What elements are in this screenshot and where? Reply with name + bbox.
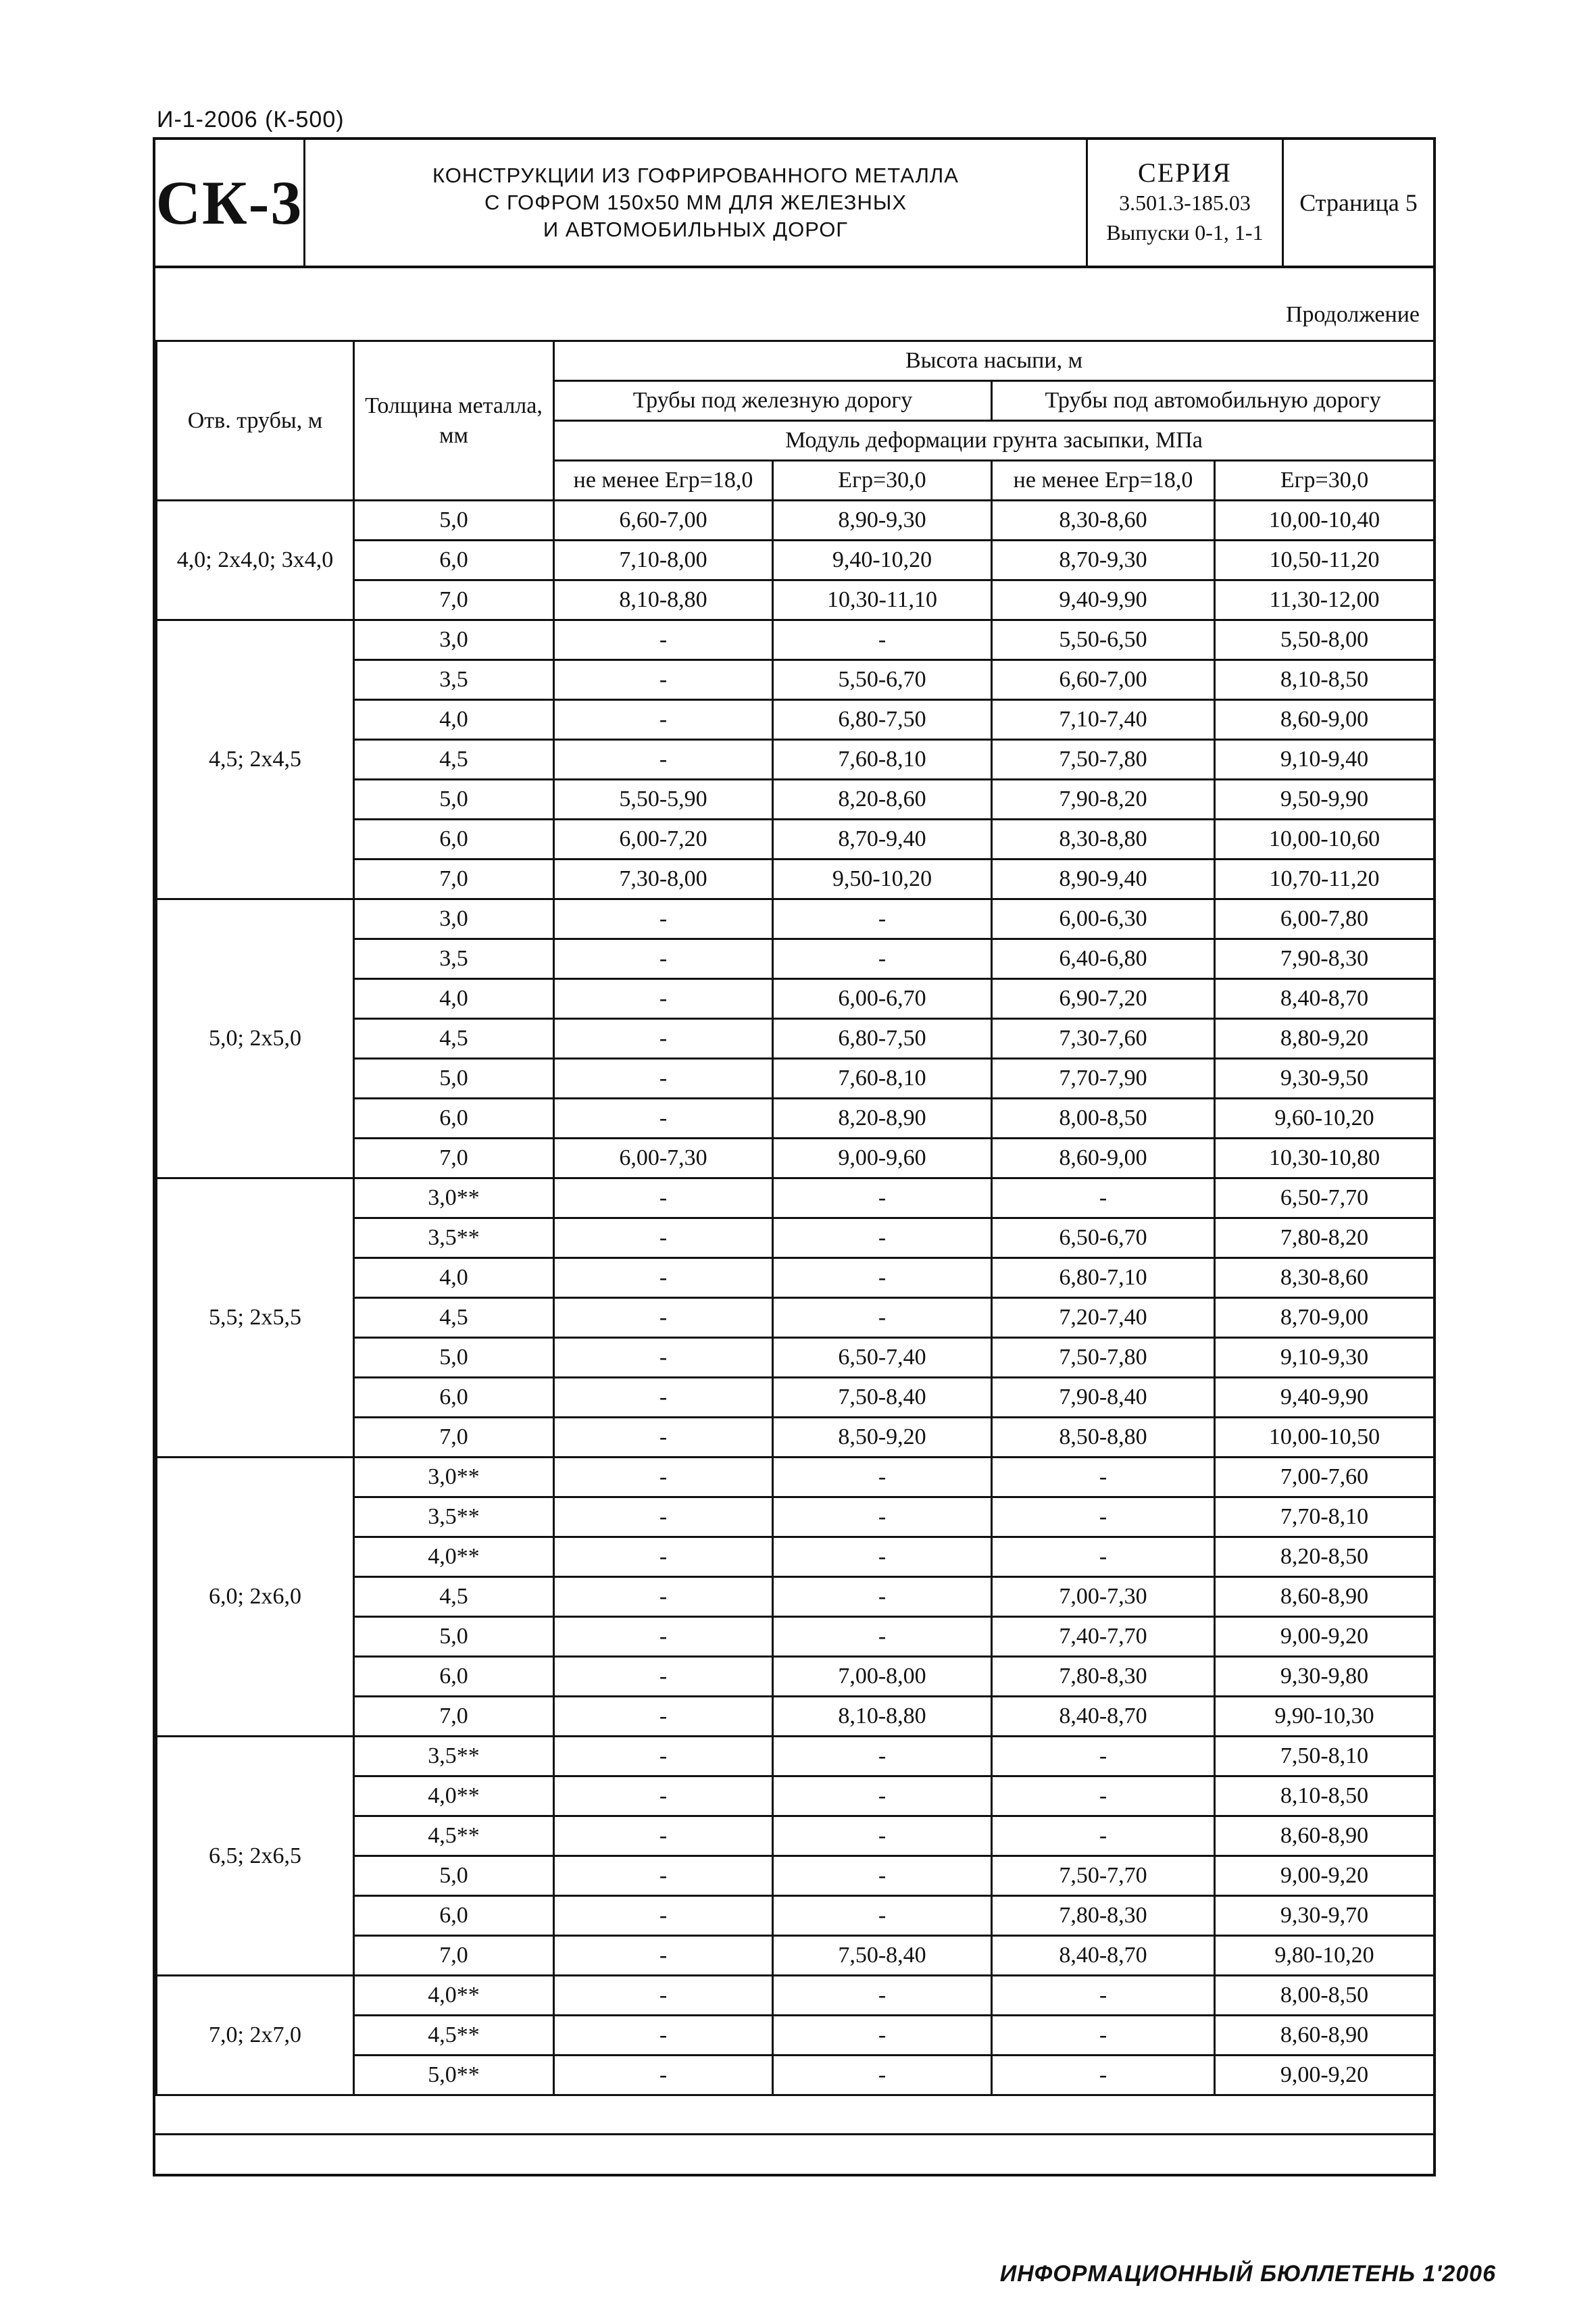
series-block <box>1088 140 1284 266</box>
rail-30-cell: - <box>773 620 992 660</box>
road-18-cell: 7,20-7,40 <box>992 1298 1215 1338</box>
road-30-cell: 10,50-11,20 <box>1215 541 1435 580</box>
road-30-cell: 7,90-8,30 <box>1215 939 1435 979</box>
table-row <box>157 1737 1435 1776</box>
road-30-cell: 9,00-9,20 <box>1215 1856 1435 1896</box>
road-18-cell: - <box>992 1737 1215 1776</box>
thickness-cell: 6,0 <box>354 1657 554 1697</box>
rail-18-cell: - <box>554 740 773 780</box>
title-block <box>155 140 1433 268</box>
road-30-cell: 10,70-11,20 <box>1215 860 1435 899</box>
rail-30-cell: - <box>773 2056 992 2095</box>
road-30-cell: 11,30-12,00 <box>1215 580 1435 620</box>
road-30-cell: 9,10-9,40 <box>1215 740 1435 780</box>
title-line: С ГОФРОМ 150х50 ММ ДЛЯ ЖЕЛЕЗНЫХ <box>484 191 907 214</box>
document-code: И-1-2006 (К-500) <box>157 107 345 132</box>
rail-18-cell: - <box>554 1497 773 1537</box>
road-18-cell: 7,90-8,20 <box>992 780 1215 820</box>
rail-18-cell: - <box>554 1378 773 1418</box>
continuation-label: Продолжение <box>1285 302 1420 327</box>
road-18-cell: 8,30-8,60 <box>992 501 1215 541</box>
rail-30-cell: - <box>773 1458 992 1497</box>
road-30-cell: 8,10-8,50 <box>1215 660 1435 700</box>
thickness-column-header: Толщина металла, мм <box>354 341 554 501</box>
rail-18-cell: - <box>554 1816 773 1856</box>
rail-30-cell: - <box>773 1617 992 1657</box>
road-18-cell: 8,40-8,70 <box>992 1936 1215 1976</box>
rail-18-cell: - <box>554 700 773 740</box>
title-line: КОНСТРУКЦИИ ИЗ ГОФРИРОВАННОГО МЕТАЛЛА <box>432 164 959 187</box>
thickness-cell: 6,0 <box>354 1896 554 1936</box>
thickness-cell: 5,0 <box>354 1617 554 1657</box>
span-cell: 5,5; 2х5,5 <box>157 1178 354 1458</box>
rail-18-cell: - <box>554 1697 773 1737</box>
road-30-cell: 10,00-10,40 <box>1215 501 1435 541</box>
rail-18-cell: 6,60-7,00 <box>554 501 773 541</box>
road-18-cell: - <box>992 1776 1215 1816</box>
rail-18-cell: - <box>554 1059 773 1099</box>
thickness-cell: 3,0 <box>354 899 554 939</box>
rail-30-cell: 8,20-8,60 <box>773 780 992 820</box>
thickness-cell: 5,0 <box>354 1059 554 1099</box>
road-30-cell: 9,00-9,20 <box>1215 2056 1435 2095</box>
rail-18-cell: - <box>554 1258 773 1298</box>
series-logo: СК-3 <box>155 140 305 266</box>
thickness-cell: 4,0** <box>354 1776 554 1816</box>
rail-30-cell: - <box>773 1497 992 1537</box>
road-30-cell: 10,30-10,80 <box>1215 1139 1435 1178</box>
rail-18-cell: 5,50-5,90 <box>554 780 773 820</box>
series-issues: Выпуски 0-1, 1-1 <box>1106 220 1264 245</box>
road-18-cell: - <box>992 2056 1215 2095</box>
rail-30-cell: - <box>773 1537 992 1577</box>
rail-18-cell: - <box>554 1019 773 1059</box>
rail-30-cell: - <box>773 1577 992 1617</box>
modulus-header: Модуль деформации грунта засыпки, МПа <box>554 421 1435 461</box>
table-row <box>157 899 1435 939</box>
thickness-cell: 7,0 <box>354 1418 554 1458</box>
thickness-cell: 6,0 <box>354 1099 554 1139</box>
thickness-cell: 5,0 <box>354 1856 554 1896</box>
rail-30-cell: 6,80-7,50 <box>773 700 992 740</box>
road-18-cell: 5,50-6,50 <box>992 620 1215 660</box>
road-30-cell: 7,80-8,20 <box>1215 1218 1435 1258</box>
road-18-cell: 8,30-8,80 <box>992 820 1215 860</box>
thickness-cell: 4,0** <box>354 1976 554 2016</box>
rail-header: Трубы под железную дорогу <box>554 381 992 421</box>
road-18-cell: 8,90-9,40 <box>992 860 1215 899</box>
table-row <box>157 620 1435 660</box>
rail-30-cell: - <box>773 1976 992 2016</box>
thickness-cell: 7,0 <box>354 1936 554 1976</box>
rail-18-cell: - <box>554 979 773 1019</box>
road-30-cell: 7,70-8,10 <box>1215 1497 1435 1537</box>
road-30-cell: 8,10-8,50 <box>1215 1776 1435 1816</box>
thickness-cell: 6,0 <box>354 541 554 580</box>
page-number: Страница 5 <box>1299 189 1418 216</box>
rail-30-cell: 7,00-8,00 <box>773 1657 992 1697</box>
road-30-cell: 8,20-8,50 <box>1215 1537 1435 1577</box>
span-cell: 4,5; 2х4,5 <box>157 620 354 899</box>
rail-18-cell: 7,10-8,00 <box>554 541 773 580</box>
thickness-cell: 4,5 <box>354 1298 554 1338</box>
road-30-cell: 9,50-9,90 <box>1215 780 1435 820</box>
subheader-road-18: не менее Егр=18,0 <box>992 461 1215 501</box>
road-18-cell: - <box>992 1537 1215 1577</box>
rail-18-cell: - <box>554 1657 773 1697</box>
footer-bulletin: ИНФОРМАЦИОННЫЙ БЮЛЛЕТЕНЬ 1'2006 <box>999 2261 1496 2287</box>
road-18-cell: - <box>992 1178 1215 1218</box>
thickness-cell: 7,0 <box>354 1139 554 1178</box>
road-18-cell: 7,80-8,30 <box>992 1657 1215 1697</box>
thickness-cell: 7,0 <box>354 860 554 899</box>
rail-30-cell: 8,20-8,90 <box>773 1099 992 1139</box>
road-header: Трубы под автомобильную дорогу <box>992 381 1435 421</box>
rail-30-cell: 5,50-6,70 <box>773 660 992 700</box>
road-30-cell: 7,50-8,10 <box>1215 1737 1435 1776</box>
road-30-cell: 9,80-10,20 <box>1215 1936 1435 1976</box>
road-18-cell: - <box>992 2016 1215 2056</box>
rail-30-cell: 8,70-9,40 <box>773 820 992 860</box>
table-row <box>157 501 1435 541</box>
rail-30-cell: 7,50-8,40 <box>773 1936 992 1976</box>
thickness-cell: 4,0 <box>354 1258 554 1298</box>
road-30-cell: 6,00-7,80 <box>1215 899 1435 939</box>
thickness-cell: 4,5 <box>354 740 554 780</box>
rail-30-cell: - <box>773 1298 992 1338</box>
road-30-cell: 9,60-10,20 <box>1215 1099 1435 1139</box>
thickness-cell: 4,0 <box>354 700 554 740</box>
rail-18-cell: - <box>554 899 773 939</box>
rail-30-cell: 6,00-6,70 <box>773 979 992 1019</box>
fill-height-table <box>155 340 1435 2096</box>
road-30-cell: 9,00-9,20 <box>1215 1617 1435 1657</box>
rail-18-cell: - <box>554 1896 773 1936</box>
subheader-rail-18: не менее Егр=18,0 <box>554 461 773 501</box>
road-30-cell: 8,70-9,00 <box>1215 1298 1435 1338</box>
rail-18-cell: - <box>554 660 773 700</box>
rail-18-cell: - <box>554 1178 773 1218</box>
rail-18-cell: 6,00-7,30 <box>554 1139 773 1178</box>
title-line: И АВТОМОБИЛЬНЫХ ДОРОГ <box>543 218 849 241</box>
thickness-cell: 5,0 <box>354 780 554 820</box>
rail-18-cell: - <box>554 1537 773 1577</box>
road-18-cell: 7,10-7,40 <box>992 700 1215 740</box>
series-label: СЕРИЯ <box>1138 157 1232 188</box>
rail-30-cell: - <box>773 1896 992 1936</box>
page-frame <box>153 137 1436 2176</box>
rail-18-cell: - <box>554 2016 773 2056</box>
rail-30-cell: 6,50-7,40 <box>773 1338 992 1378</box>
rail-18-cell: 8,10-8,80 <box>554 580 773 620</box>
road-18-cell: 9,40-9,90 <box>992 580 1215 620</box>
road-30-cell: 8,40-8,70 <box>1215 979 1435 1019</box>
rail-30-cell: 6,80-7,50 <box>773 1019 992 1059</box>
road-18-cell: - <box>992 1816 1215 1856</box>
span-cell: 7,0; 2х7,0 <box>157 1976 354 2095</box>
rail-30-cell: - <box>773 1258 992 1298</box>
road-18-cell: 6,50-6,70 <box>992 1218 1215 1258</box>
rail-18-cell: - <box>554 1776 773 1816</box>
road-18-cell: 6,40-6,80 <box>992 939 1215 979</box>
rail-30-cell: 7,50-8,40 <box>773 1378 992 1418</box>
rail-18-cell: - <box>554 620 773 660</box>
thickness-cell: 7,0 <box>354 1697 554 1737</box>
table-row <box>157 1976 1435 2016</box>
road-18-cell: 8,40-8,70 <box>992 1697 1215 1737</box>
rail-18-cell: - <box>554 1577 773 1617</box>
thickness-cell: 6,0 <box>354 820 554 860</box>
rail-18-cell: - <box>554 1218 773 1258</box>
thickness-cell: 3,5** <box>354 1497 554 1537</box>
thickness-cell: 4,5 <box>354 1019 554 1059</box>
rail-30-cell: - <box>773 1816 992 1856</box>
rail-18-cell: - <box>554 1976 773 2016</box>
rail-18-cell: - <box>554 1856 773 1896</box>
rail-30-cell: 7,60-8,10 <box>773 1059 992 1099</box>
rail-30-cell: - <box>773 1737 992 1776</box>
thickness-cell: 3,0** <box>354 1178 554 1218</box>
rail-18-cell: - <box>554 1338 773 1378</box>
rail-18-cell: - <box>554 1298 773 1338</box>
road-30-cell: 8,60-8,90 <box>1215 1577 1435 1617</box>
thickness-cell: 4,0** <box>354 1537 554 1577</box>
thickness-cell: 5,0 <box>354 1338 554 1378</box>
road-30-cell: 9,30-9,70 <box>1215 1896 1435 1936</box>
rail-30-cell: 9,40-10,20 <box>773 541 992 580</box>
table-row <box>157 1178 1435 1218</box>
rail-18-cell: - <box>554 1418 773 1458</box>
road-18-cell: 8,60-9,00 <box>992 1139 1215 1178</box>
road-18-cell: 7,80-8,30 <box>992 1896 1215 1936</box>
rail-30-cell: - <box>773 1776 992 1816</box>
thickness-cell: 3,5 <box>354 939 554 979</box>
rail-30-cell: - <box>773 2016 992 2056</box>
span-cell: 6,0; 2х6,0 <box>157 1458 354 1737</box>
road-18-cell: 8,50-8,80 <box>992 1418 1215 1458</box>
rail-30-cell: 8,90-9,30 <box>773 501 992 541</box>
road-18-cell: 7,30-7,60 <box>992 1019 1215 1059</box>
road-18-cell: 7,50-7,80 <box>992 740 1215 780</box>
rail-18-cell: - <box>554 1458 773 1497</box>
rail-18-cell: - <box>554 2056 773 2095</box>
thickness-cell: 5,0 <box>354 501 554 541</box>
road-18-cell: 6,80-7,10 <box>992 1258 1215 1298</box>
rail-30-cell: - <box>773 1856 992 1896</box>
road-30-cell: 8,60-9,00 <box>1215 700 1435 740</box>
thickness-cell: 3,5** <box>354 1218 554 1258</box>
road-30-cell: 8,00-8,50 <box>1215 1976 1435 2016</box>
road-18-cell: - <box>992 1976 1215 2016</box>
road-30-cell: 9,30-9,50 <box>1215 1059 1435 1099</box>
road-30-cell: 10,00-10,60 <box>1215 820 1435 860</box>
thickness-cell: 7,0 <box>354 580 554 620</box>
road-18-cell: 8,00-8,50 <box>992 1099 1215 1139</box>
thickness-cell: 4,5** <box>354 1816 554 1856</box>
span-cell: 4,0; 2х4,0; 3х4,0 <box>157 501 354 620</box>
road-18-cell: - <box>992 1458 1215 1497</box>
rail-30-cell: 8,10-8,80 <box>773 1697 992 1737</box>
thickness-cell: 4,5** <box>354 2016 554 2056</box>
road-30-cell: 9,90-10,30 <box>1215 1697 1435 1737</box>
road-18-cell: 7,40-7,70 <box>992 1617 1215 1657</box>
road-30-cell: 7,00-7,60 <box>1215 1458 1435 1497</box>
road-30-cell: 8,30-8,60 <box>1215 1258 1435 1298</box>
road-18-cell: - <box>992 1497 1215 1537</box>
fill-height-header: Высота насыпи, м <box>554 341 1435 381</box>
rail-30-cell: 8,50-9,20 <box>773 1418 992 1458</box>
road-18-cell: 7,50-7,80 <box>992 1338 1215 1378</box>
road-18-cell: 6,90-7,20 <box>992 979 1215 1019</box>
span-cell: 6,5; 2х6,5 <box>157 1737 354 1976</box>
thickness-cell: 6,0 <box>354 1378 554 1418</box>
road-18-cell: 7,50-7,70 <box>992 1856 1215 1896</box>
span-column-header: Отв. трубы, м <box>157 341 354 501</box>
thickness-cell: 5,0** <box>354 2056 554 2095</box>
road-30-cell: 9,10-9,30 <box>1215 1338 1435 1378</box>
road-30-cell: 10,00-10,50 <box>1215 1418 1435 1458</box>
rail-18-cell: - <box>554 939 773 979</box>
thickness-cell: 4,5 <box>354 1577 554 1617</box>
road-18-cell: 7,70-7,90 <box>992 1059 1215 1099</box>
rail-18-cell: - <box>554 1936 773 1976</box>
table-row <box>157 1458 1435 1497</box>
road-30-cell: 6,50-7,70 <box>1215 1178 1435 1218</box>
road-18-cell: 7,90-8,40 <box>992 1378 1215 1418</box>
rail-18-cell: - <box>554 1099 773 1139</box>
road-18-cell: 6,60-7,00 <box>992 660 1215 700</box>
rail-30-cell: 9,50-10,20 <box>773 860 992 899</box>
rail-30-cell: 7,60-8,10 <box>773 740 992 780</box>
road-30-cell: 8,60-8,90 <box>1215 1816 1435 1856</box>
road-30-cell: 9,40-9,90 <box>1215 1378 1435 1418</box>
thickness-cell: 3,0 <box>354 620 554 660</box>
subheader-road-30: Егр=30,0 <box>1215 461 1435 501</box>
table-bottom-band <box>155 2133 1433 2174</box>
rail-18-cell: 7,30-8,00 <box>554 860 773 899</box>
rail-30-cell: - <box>773 1218 992 1258</box>
road-30-cell: 9,30-9,80 <box>1215 1657 1435 1697</box>
rail-30-cell: 10,30-11,10 <box>773 580 992 620</box>
road-30-cell: 5,50-8,00 <box>1215 620 1435 660</box>
rail-18-cell: 6,00-7,20 <box>554 820 773 860</box>
thickness-cell: 3,5 <box>354 660 554 700</box>
rail-30-cell: - <box>773 1178 992 1218</box>
road-18-cell: 7,00-7,30 <box>992 1577 1215 1617</box>
rail-30-cell: - <box>773 899 992 939</box>
rail-18-cell: - <box>554 1737 773 1776</box>
thickness-cell: 3,5** <box>354 1737 554 1776</box>
rail-30-cell: - <box>773 939 992 979</box>
document-title <box>305 140 1088 266</box>
span-cell: 5,0; 2х5,0 <box>157 899 354 1178</box>
subheader-rail-30: Егр=30,0 <box>773 461 992 501</box>
road-30-cell: 8,60-8,90 <box>1215 2016 1435 2056</box>
rail-30-cell: 9,00-9,60 <box>773 1139 992 1178</box>
road-18-cell: 8,70-9,30 <box>992 541 1215 580</box>
road-30-cell: 8,80-9,20 <box>1215 1019 1435 1059</box>
road-18-cell: 6,00-6,30 <box>992 899 1215 939</box>
thickness-cell: 3,0** <box>354 1458 554 1497</box>
series-number: 3.501.3-185.03 <box>1119 191 1251 215</box>
rail-18-cell: - <box>554 1617 773 1657</box>
thickness-cell: 4,0 <box>354 979 554 1019</box>
